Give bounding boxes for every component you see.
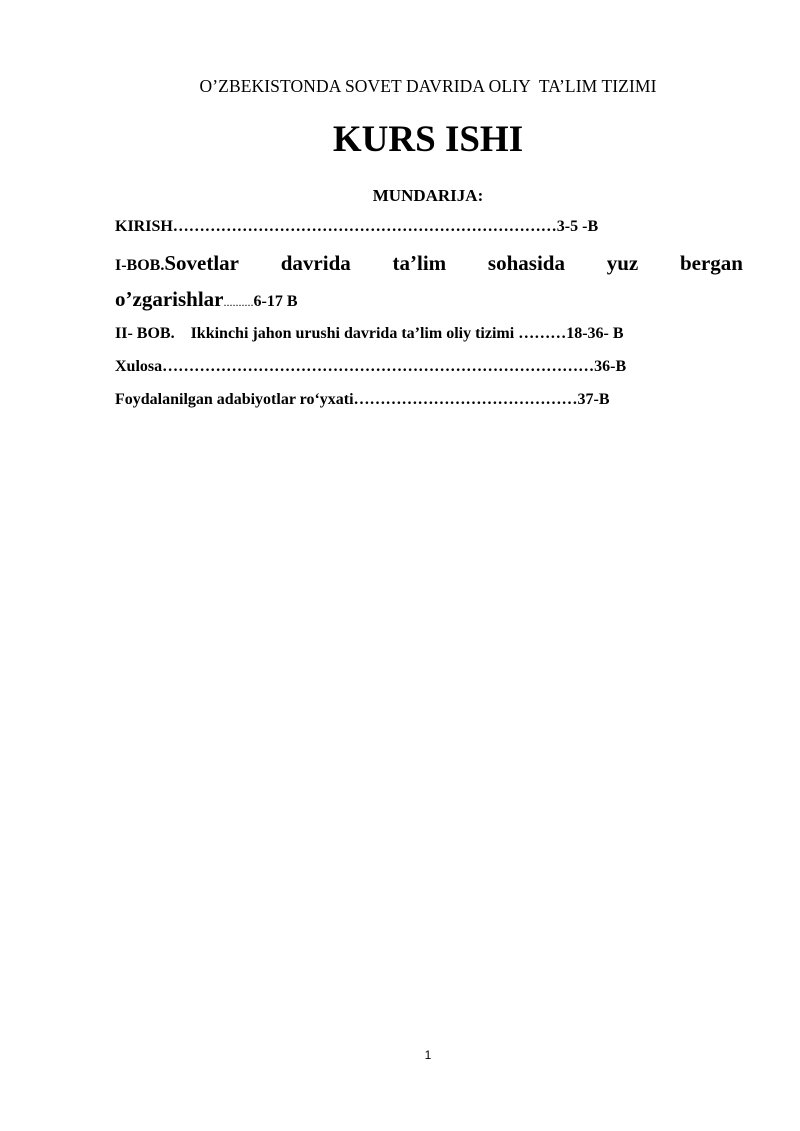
toc-word: ta’lim bbox=[392, 251, 447, 275]
toc-page-ref: 6-17 B bbox=[253, 293, 298, 310]
toc-leader-dots: .......... bbox=[223, 295, 254, 309]
toc-word: sohasida bbox=[487, 251, 565, 275]
toc-word: Sovetlar bbox=[164, 251, 239, 275]
toc-entry-bob2 bbox=[115, 325, 624, 343]
document-topic: O’ZBEKISTONDA SOVET DAVRIDA OLIY TA’LIM TIZIMI bbox=[199, 76, 657, 96]
toc-entry-bob2-text: Ikkinchi jahon urushi davrida ta’lim oliy tizimi ………18-36- B bbox=[190, 325, 624, 342]
toc-entry-bob2-prefix: II- BOB. bbox=[115, 325, 175, 342]
toc-entry-bob1-continuation bbox=[115, 287, 297, 312]
document-title: KURS ISHI bbox=[332, 119, 524, 160]
toc-entry-bob1-continuation-text: o’zgarishlar bbox=[115, 287, 224, 311]
page-number: 1 bbox=[424, 1048, 432, 1062]
toc-word: davrida bbox=[280, 251, 351, 275]
toc-entry-xulosa: Xulosa………………………………………………………………………36-B bbox=[115, 358, 627, 375]
toc-entry-bob1-prefix: I-BOB. bbox=[115, 257, 165, 274]
toc-word: bergan bbox=[679, 251, 743, 275]
toc-heading: MUNDARIJA: bbox=[372, 186, 484, 205]
toc-entry-adabiyotlar: Foydalanilgan adabiyotlar ro‘yxati……………………………………37-B bbox=[115, 391, 610, 408]
toc-word: yuz bbox=[606, 251, 639, 275]
toc-entry-bob1 bbox=[115, 251, 743, 276]
toc-entry-bob1-first-word bbox=[115, 251, 239, 276]
toc-entry-kirish: KIRISH………………………………………………………………3-5 -B bbox=[115, 218, 599, 235]
